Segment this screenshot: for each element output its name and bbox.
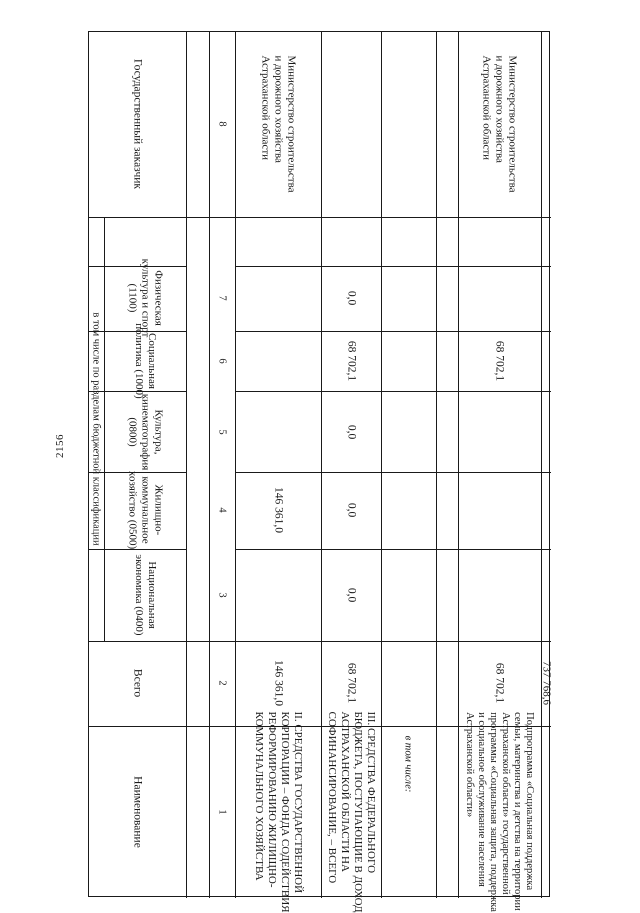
col-separator-total (89, 641, 551, 642)
row-federal-housing-line: 0,0 (345, 502, 358, 518)
column-number-2-line: 2 (216, 680, 228, 686)
row-separator-1 (235, 32, 236, 898)
header-social (132, 323, 158, 398)
row-federal-national-economy-line: 0,0 (345, 587, 358, 603)
row-federal-total (345, 663, 358, 703)
header-name-line: Наименование (131, 776, 144, 848)
row-fund-customer (259, 55, 298, 192)
budget-table (88, 31, 553, 913)
row-federal-national-economy (345, 588, 358, 602)
col-sep-0 (235, 331, 551, 332)
header-customer (131, 59, 144, 189)
row-federal-name-line: СОФИНАНСИРОВАНИЕ, – ВСЕГО (326, 711, 338, 884)
row-subprogram-total (493, 663, 506, 703)
header-culture-line: (0800) (126, 417, 139, 447)
col-sep-1 (235, 391, 551, 392)
column-number-1-line: 1 (216, 809, 228, 815)
row-subprogram-total-line: 68 702,1 (493, 662, 506, 704)
header-social-line: политика (1000) (133, 323, 145, 399)
row-subprogram-customer-line: и дорожного хозяйства (493, 55, 506, 163)
row-federal-name-line: АСТРАХАНСКОЙ ОБЛАСТИ НА (339, 711, 351, 872)
header-name (131, 776, 144, 848)
row-fund-customer-line: Астраханской области (259, 55, 272, 161)
row-federal-name-line: БЮДЖЕТА, ПОСТУПАЮЩИЕ В ДОХОД (352, 711, 364, 913)
column-number-3-line: 3 (216, 592, 228, 598)
column-number-3 (216, 592, 229, 597)
row-subprogram-name-line: и социальное обслуживание населения (476, 712, 487, 887)
col-separator-customer (89, 217, 551, 218)
column-number-7-line: 7 (216, 295, 228, 301)
row-federal-name (325, 711, 377, 912)
col-separator-7 (235, 266, 551, 267)
row-grand-total-total-line: 737 768,6 (540, 661, 553, 705)
row-subprogram-name-line: семьи, материнства и детства на территории (512, 712, 523, 911)
header-national-economy (132, 554, 158, 635)
number-strip-separator (209, 32, 210, 898)
header-total-line: Всего (131, 668, 144, 698)
header-national-economy-line: экономика (0400) (133, 554, 145, 636)
row-fund-housing (272, 487, 285, 533)
header-social-line: Социальная (146, 333, 158, 389)
row-subprogram-name-line: программы «Социальная защита, поддержка (488, 712, 499, 912)
header-national-economy-line: Национальная (146, 561, 158, 629)
column-number-1 (216, 809, 229, 814)
header-sport-line: (1100) (126, 283, 139, 313)
row-separator-4 (436, 32, 437, 898)
row-separator-3 (381, 32, 382, 898)
page-number: 2156 (54, 434, 66, 458)
row-federal-total-line: 68 702,1 (345, 662, 358, 704)
row-including-line: в том числе: (402, 735, 414, 793)
row-grand-total-total (540, 661, 553, 705)
row-federal-social-line: 68 702,1 (345, 340, 358, 382)
header-budget-group-line: в том числе по разделам бюджетной классификации (90, 312, 102, 546)
header-culture (126, 394, 165, 471)
column-number-6-line: 6 (216, 358, 228, 364)
row-federal-social (345, 341, 358, 381)
row-including (402, 736, 415, 793)
group-header-separator (104, 217, 105, 641)
row-fund-name-line: КОРПОРАЦИИ – ФОНДА СОДЕЙСТВИЯ (279, 711, 291, 913)
row-federal-culture (345, 425, 358, 439)
row-separator-0 (186, 32, 187, 898)
column-number-8 (216, 121, 229, 126)
header-total (131, 669, 144, 697)
row-fund-total-line: 146 361,0 (272, 660, 285, 706)
row-fund-name-line: КОММУНАЛЬНОГО ХОЗЯЙСТВА (253, 711, 265, 881)
column-number-6 (216, 358, 229, 363)
row-subprogram-social-line: 68 702,1 (493, 340, 506, 382)
row-federal-sport-line: 0,0 (345, 290, 358, 306)
row-subprogram-name-line: Астраханской области» государственной (500, 712, 511, 895)
row-subprogram-customer-line: Астраханской области (480, 55, 493, 161)
row-fund-name (252, 712, 304, 913)
header-culture-line: кинематография (139, 393, 152, 471)
row-fund-customer-line: Министерство строительства (285, 55, 298, 193)
row-fund-name-line: II. СРЕДСТВА ГОСУДАРСТВЕННОЙ (292, 711, 304, 894)
header-sport-line: Физическая (152, 270, 165, 326)
header-sport-line: культура и спорт (139, 258, 152, 338)
header-housing-line: Жилищно- (152, 484, 165, 536)
row-federal-name-line: III. СРЕДСТВА ФЕДЕРАЛЬНОГО (365, 711, 377, 874)
row-fund-customer-line: и дорожного хозяйства (272, 55, 285, 163)
row-subprogram-customer (480, 55, 519, 192)
row-subprogram-name-line: Подпрограмма «Социальная поддержка (524, 712, 535, 891)
row-subprogram-name (463, 712, 535, 912)
header-customer-line: Государственный заказчик (131, 58, 144, 190)
header-budget-group (90, 312, 103, 545)
row-federal-sport (345, 291, 358, 305)
row-separator-2 (321, 32, 322, 898)
header-housing (126, 471, 165, 549)
row-subprogram-social (493, 341, 506, 381)
column-number-7 (216, 295, 229, 300)
col-sep-3 (235, 549, 551, 550)
row-fund-name-line: РЕФОРМИРОВАНИЮ ЖИЛИЩНО- (266, 711, 278, 888)
column-number-5-line: 5 (216, 429, 228, 435)
column-number-4 (216, 507, 229, 512)
header-housing-line: хозяйство (0500) (126, 470, 139, 550)
row-federal-culture-line: 0,0 (345, 424, 358, 440)
row-separator-6 (541, 32, 542, 898)
column-number-8-line: 8 (216, 121, 228, 127)
row-subprogram-customer-line: Министерство строительства (506, 55, 519, 193)
col-sep-2 (235, 472, 551, 473)
column-number-4-line: 4 (216, 507, 228, 513)
row-federal-housing (345, 503, 358, 517)
row-subprogram-name-line: Астраханской области» (464, 712, 475, 818)
column-number-2 (216, 680, 229, 685)
row-fund-housing-line: 146 361,0 (272, 487, 285, 533)
column-number-5 (216, 429, 229, 434)
row-separator-5 (458, 32, 459, 898)
header-culture-line: Культура, (152, 409, 165, 455)
header-housing-line: коммунальное (139, 476, 152, 544)
row-fund-total (272, 660, 285, 706)
